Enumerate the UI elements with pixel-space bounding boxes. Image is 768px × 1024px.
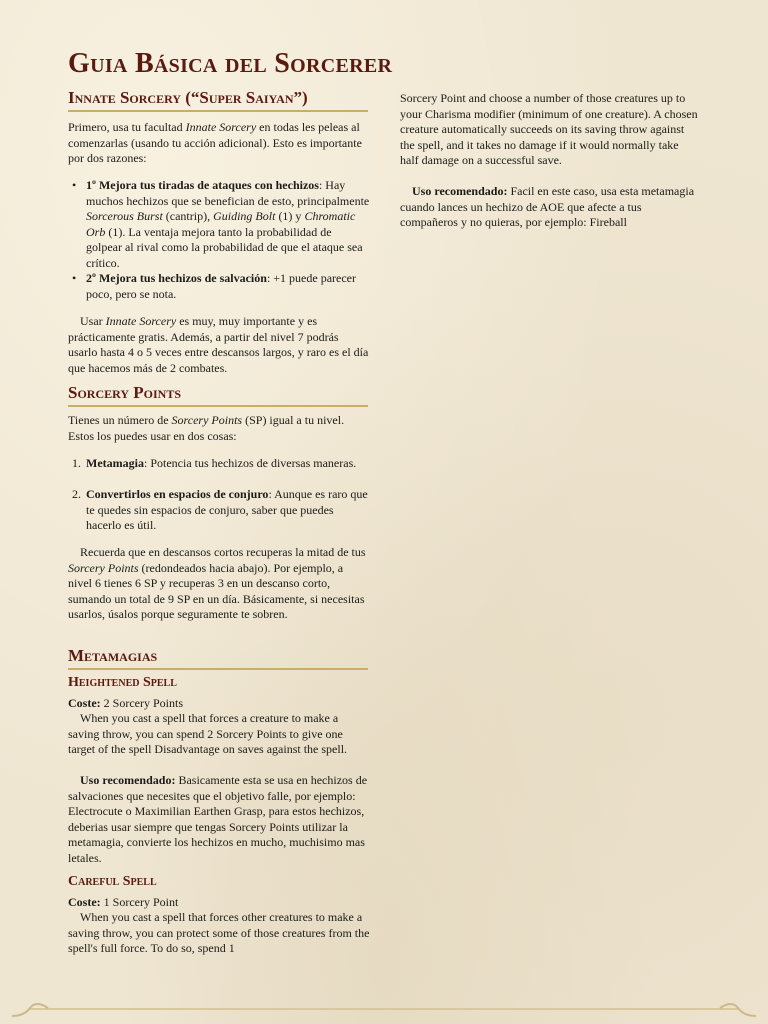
list-number: 1. (72, 456, 81, 470)
section-heading-innate-sorcery: Innate Sorcery (“Super Saiyan”) (68, 88, 368, 112)
footer-divider (30, 1008, 738, 1010)
points-closing-paragraph: Recuerda que en descansos cortos recuperas la mitad de tus Sorcery Points (redondeados hacia abajo). Por ejemplo, a nivel 6 tienes 6 SP y recuperas 3 en un descanso corto, sumando un total de 9 SP en un día. Básicamente, si necesitas usarlos, úsalos porque seguramente te sobren. (68, 545, 366, 622)
bullet-label: 1º Mejora tus tiradas de ataques con hechizos (86, 178, 319, 192)
innate-intro-paragraph: Primero, usa tu facultad Innate Sorcery en todas les peleas al comenzarlas (usando tu acción adicional). Esto es importante por dos razones: (68, 120, 362, 166)
points-intro-paragraph: Tienes un número de Sorcery Points (SP) igual a tu nivel. Estos los puedes usar en dos cosas: (68, 413, 345, 443)
bullet-label: 2º Mejora tus hechizos de salvación (86, 271, 267, 285)
section-heading-metamagias: Metamagias (68, 646, 368, 670)
list-item: 2. Convertirlos en espacios de conjuro: Aunque es raro que te quedes sin espacios de conjuro, saber que puedes hacerlo es útil. (72, 487, 368, 533)
footer-left-ornament-icon (10, 996, 50, 1020)
section-heading-sorcery-points: Sorcery Points (68, 383, 368, 407)
heightened-recommendation: Uso recomendado: Basicamente esta se usa en hechizos de salvaciones que necesites que el objetivo falle, por ejemplo: Electrocute o Maximilian Earthen Grasp, para estos hechizos, deberias usar siempre que tengas Sorcery Points utilizar la metamagia, convierte los hechizos en mucho, muchisimo mas letales. (68, 773, 368, 865)
bullet-marker: • (72, 271, 77, 285)
subheading-heightened-spell: Heightened Spell (68, 675, 177, 690)
subheading-careful-spell: Careful Spell (68, 874, 157, 889)
careful-recommendation: Uso recomendado: Facil en este caso, usa esta metamagia cuando lances un hechizo de AOE que afecte a tus compañeros y no quieras, por ejemplo: Fireball (400, 184, 695, 230)
list-item: 1. Metamagia: Potencia tus hechizos de diversas maneras. (72, 456, 357, 470)
innate-closing-paragraph: Usar Innate Sorcery es muy, muy importante y es prácticamente gratis. Además, a partir del nivel 7 podrás usarlo hasta 4 o 5 veces entre descansos largos, y raro es el día que hacemos más de 2 combates. (68, 314, 369, 375)
careful-cost: Coste: 1 Sorcery Point (68, 895, 179, 909)
page-title: Guia Básica del Sorcerer (68, 48, 393, 79)
footer-right-ornament-icon (718, 996, 758, 1020)
list-number: 2. (72, 487, 81, 501)
bullet-marker: • (72, 178, 77, 192)
heightened-description: When you cast a spell that forces a creature to make a saving throw, you can spend 2 Sorcery Points to give one target of the spell Disadvantage on saves against the spell. (68, 711, 348, 757)
list-item: • 2º Mejora tus hechizos de salvación: +1 puede parecer poco, pero se nota. (72, 271, 357, 301)
heightened-cost: Coste: 2 Sorcery Points (68, 696, 183, 710)
careful-description-part2: Sorcery Point and choose a number of those creatures up to your Charisma modifier (minimum of one creature). A chosen creature automatically succeeds on its saving throw against the spell, and it takes no damage if it would normally take half damage on a successful save. (400, 91, 698, 168)
careful-description-part1: When you cast a spell that forces other creatures to make a saving throw, you can protect some of those creatures from the spell's full force. To do so, spend 1 (68, 910, 370, 956)
innate-sorcery-term: Innate Sorcery (185, 120, 257, 134)
list-item: • 1º Mejora tus tiradas de ataques con hechizos: Hay muchos hechizos que se benefician de esto, principalmente Sorcerous Burst (cantrip), Guiding Bolt (1) y Chromatic Orb (1). La ventaja mejora tanto la probabilidad de golpear al rival como la probabilidad de que el ataque sea crítico. (72, 178, 370, 270)
